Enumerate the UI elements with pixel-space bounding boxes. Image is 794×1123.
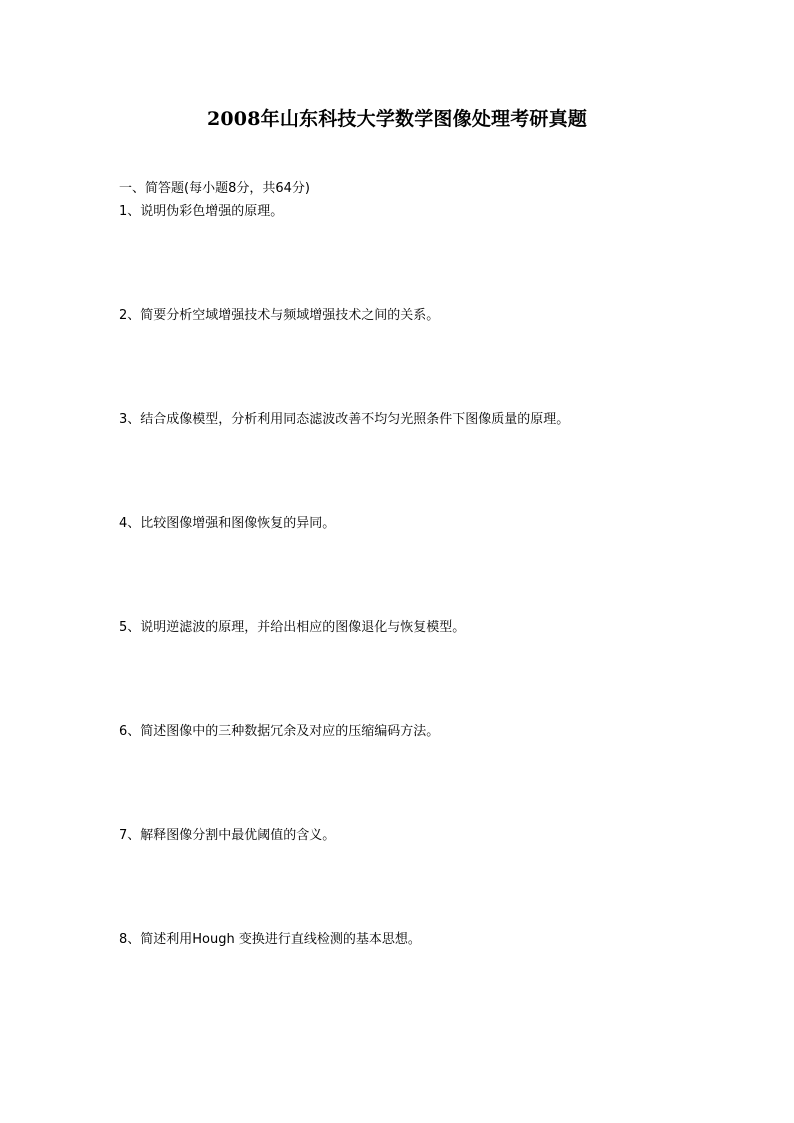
question-6: 6、简述图像中的三种数据冗余及对应的压缩编码方法。 [119,724,440,739]
question-8: 8、简述利用Hough 变换进行直线检测的基本思想。 [119,932,421,947]
question-2: 2、简要分析空域增强技术与频域增强技术之间的关系。 [119,308,440,323]
question-1: 1、说明伪彩色增强的原理。 [119,204,284,219]
question-3: 3、结合成像模型，分析利用同态滤波改善不均匀光照条件下图像质量的原理。 [119,412,570,427]
page-title: 2008年山东科技大学数学图像处理考研真题 [206,108,588,130]
question-4: 4、比较图像增强和图像恢复的异同。 [119,516,336,531]
question-5: 5、说明逆滤波的原理，并给出相应的图像退化与恢复模型。 [119,620,466,635]
question-7: 7、解释图像分割中最优阈值的含义。 [119,828,336,843]
section-heading: 一、简答题(每小题8分，共64分) [119,181,310,196]
